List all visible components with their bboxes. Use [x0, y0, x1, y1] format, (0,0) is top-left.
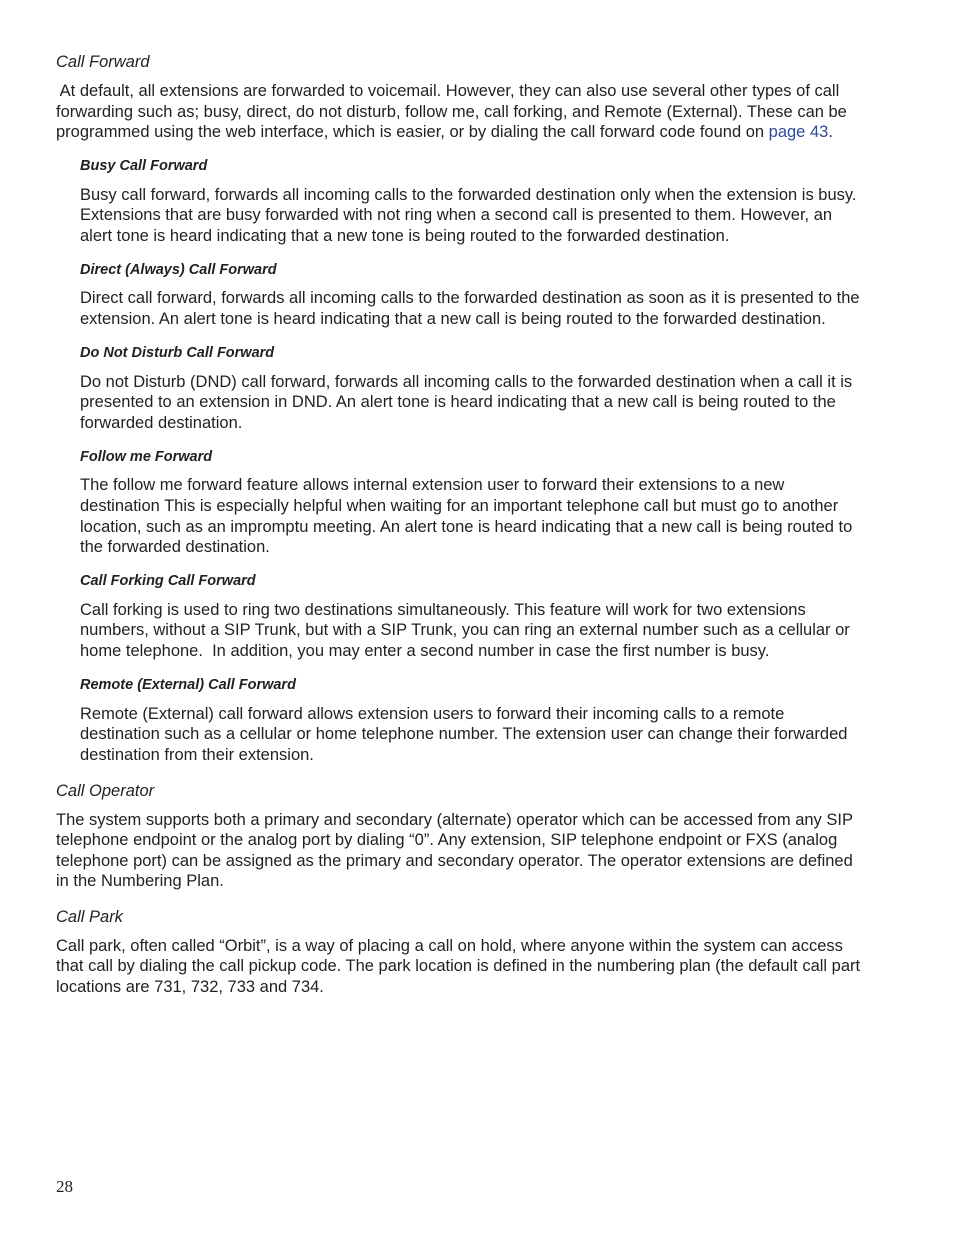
direct-line-2: extension. An alert tone is heard indicating that a new call is being routed to the forwarded destination. [80, 310, 826, 328]
heading-remote-call-forward: Remote (External) Call Forward [80, 677, 296, 693]
heading-follow-me-forward: Follow me Forward [80, 449, 213, 465]
heading-call-forward: Call Forward [56, 53, 150, 71]
heading-call-forking: Call Forking Call Forward [80, 573, 256, 589]
follow-me-line-2: destination This is especially helpful when waiting for an important telephone call but must go to another [80, 497, 839, 515]
operator-line-1: The system supports both a primary and secondary (alternate) operator which can be accessed from any SIP [56, 811, 853, 829]
heading-call-park: Call Park [56, 908, 123, 926]
remote-line-2: destination such as a cellular or home telephone number. The extension user can change their forwarded [80, 725, 848, 743]
remote-line-1: Remote (External) call forward allows extension users to forward their incoming calls to a remote [80, 705, 785, 723]
park-line-3: locations are 731, 732, 733 and 734. [56, 978, 324, 996]
busy-line-1: Busy call forward, forwards all incoming calls to the forwarded destination only when the extension is busy. [80, 186, 857, 204]
park-line-2: that call by dialing the call pickup code. The park location is defined in the numbering plan (the default call part [56, 957, 861, 975]
call-forward-intro-text: programmed using the web interface, which is easier, or by dialing the call forward code found on [56, 123, 769, 141]
heading-direct-call-forward: Direct (Always) Call Forward [80, 262, 277, 278]
page-number: 28 [56, 1177, 73, 1196]
park-line-1: Call park, often called “Orbit”, is a way of placing a call on hold, where anyone within the system can access [56, 937, 843, 955]
page-43-link[interactable]: page 43 [768, 123, 829, 141]
operator-line-4: in the Numbering Plan. [56, 872, 224, 890]
dnd-line-3: forwarded destination. [80, 414, 243, 432]
follow-me-line-3: location, such as an impromptu meeting. An alert tone is heard indicating that a new call is being routed to [80, 518, 853, 536]
call-forward-intro-end: . [828, 123, 833, 141]
operator-line-3: telephone port) can be assigned as the primary and secondary operator. The operator extensions are defined [56, 852, 853, 870]
heading-busy-call-forward: Busy Call Forward [80, 158, 208, 174]
call-forward-intro-line-1: At default, all extensions are forwarded to voicemail. However, they can also use several other types of call [56, 82, 840, 100]
heading-call-operator: Call Operator [56, 782, 155, 800]
heading-dnd-call-forward: Do Not Disturb Call Forward [80, 345, 275, 361]
dnd-line-2: presented to an extension in DND. An alert tone is heard indicating that a new call is being routed to the [80, 393, 836, 411]
direct-line-1: Direct call forward, forwards all incoming calls to the forwarded destination as soon as it is presented to the [80, 289, 860, 307]
remote-line-3: destination from their extension. [80, 746, 314, 764]
busy-line-2: Extensions that are busy forwarded with not ring when a second call is presented to them. However, an [80, 206, 833, 224]
operator-line-2: telephone endpoint or the analog port by dialing “0”. Any extension, SIP telephone endpoint or FXS (analog [56, 831, 838, 849]
dnd-line-1: Do not Disturb (DND) call forward, forwards all incoming calls to the forwarded destination when a call it is [80, 373, 853, 391]
call-forward-intro-line-3 [56, 122, 833, 143]
busy-line-3: alert tone is heard indicating that a new tone is being routed to the forwarded destination. [80, 227, 730, 245]
follow-me-line-1: The follow me forward feature allows internal extension user to forward their extensions to a new [80, 476, 785, 494]
call-forward-intro-line-2: forwarding such as; busy, direct, do not disturb, follow me, call forking, and Remote (External). These can be [56, 103, 847, 121]
forking-line-1: Call forking is used to ring two destinations simultaneously. This feature will work for two extensions [80, 601, 806, 619]
follow-me-line-4: the forwarded destination. [80, 538, 270, 556]
forking-line-3: home telephone. In addition, you may enter a second number in case the first number is busy. [80, 642, 770, 660]
forking-line-2: numbers, without a SIP Trunk, but with a SIP Trunk, you can ring an external number such as a cellular or [80, 621, 850, 639]
